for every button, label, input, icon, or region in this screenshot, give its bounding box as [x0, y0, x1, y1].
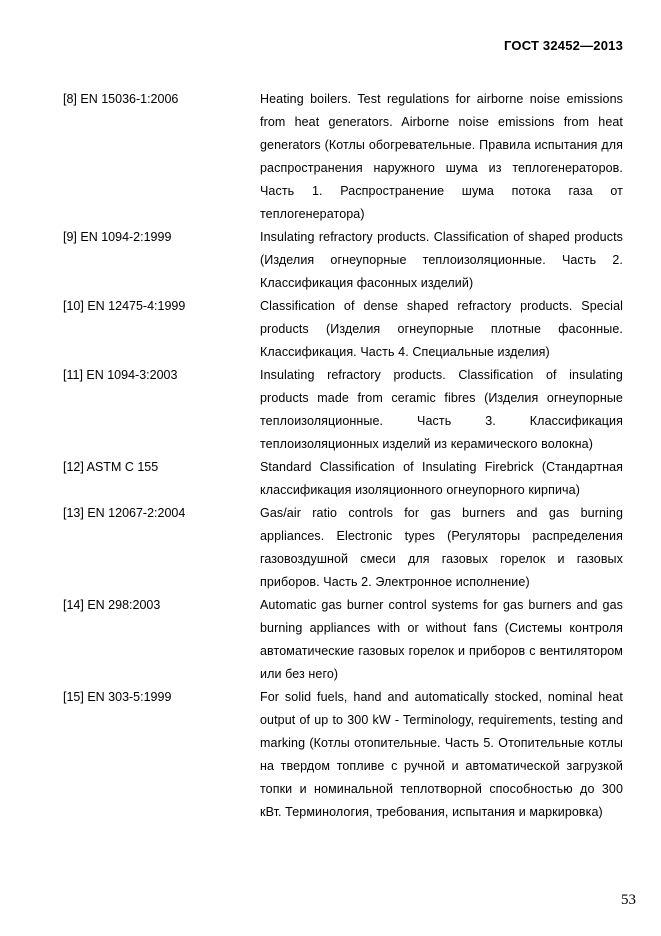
- reference-id: [8] EN 15036-1:2006: [63, 92, 179, 106]
- reference-description: Heating boilers. Test regulations for airborne noise emissions from heat generators. Airborne noise emissions from heat generators (Котлы обогревательные. Правила испытания для распространения наружного шума из теплогенераторов. Часть 1. Распространение шума потока газа от теплогенератора): [260, 92, 623, 221]
- reference-description: Gas/air ratio controls for gas burners and gas burning appliances. Electronic types (Регуляторы распределения газовоздушной смеси для газовых горелок и газовых приборов. Часть 2. Электронное исполнение): [260, 506, 623, 589]
- reference-item: [63, 456, 623, 502]
- page-number: 53: [621, 892, 636, 908]
- document-code: ГОСТ 32452—2013: [504, 38, 623, 53]
- reference-description: Standard Classification of Insulating Firebrick (Стандартная классификация изоляционного огнеупорного кирпича): [260, 460, 623, 497]
- reference-description: Insulating refractory products. Classification of insulating products made from ceramic fibres (Изделия огнеупорные теплоизоляционные. Часть 3. Классификация теплоизоляционных изделий из керамического волокна): [260, 368, 623, 451]
- reference-id: [13] EN 12067-2:2004: [63, 506, 186, 520]
- reference-item: [63, 88, 623, 226]
- reference-description: Classification of dense shaped refractory products. Special products (Изделия огнеупорные плотные фасонные. Классификация. Часть 4. Специальные изделия): [260, 299, 623, 359]
- reference-item: [63, 502, 623, 594]
- reference-id: [9] EN 1094-2:1999: [63, 230, 172, 244]
- reference-id: [15] EN 303-5:1999: [63, 690, 172, 704]
- reference-item: [63, 226, 623, 295]
- reference-item: [63, 295, 623, 364]
- reference-id: [12] ASTM C 155: [63, 460, 159, 474]
- reference-item: [63, 594, 623, 686]
- reference-description: For solid fuels, hand and automatically stocked, nominal heat output of up to 300 kW - Terminology, requirements, testing and marking (Котлы отопительные. Часть 5. Отопительные котлы на твердом топливе с ручной и автоматической загрузкой топки и номинальной теплотворной способностью до 300 кВт. Терминология, требования, испытания и маркировка): [260, 690, 623, 819]
- reference-list: [63, 88, 623, 824]
- reference-id: [14] EN 298:2003: [63, 598, 161, 612]
- reference-item: [63, 686, 623, 824]
- reference-description: Automatic gas burner control systems for gas burners and gas burning appliances with or without fans (Системы контроля автоматические газовых горелок и приборов с вентилятором или без него): [260, 598, 623, 681]
- reference-id: [10] EN 12475-4:1999: [63, 299, 186, 313]
- reference-item: [63, 364, 623, 456]
- reference-description: Insulating refractory products. Classification of shaped products (Изделия огнеупорные теплоизоляционные. Часть 2. Классификация фасонных изделий): [260, 230, 623, 290]
- reference-id: [11] EN 1094-3:2003: [63, 368, 178, 382]
